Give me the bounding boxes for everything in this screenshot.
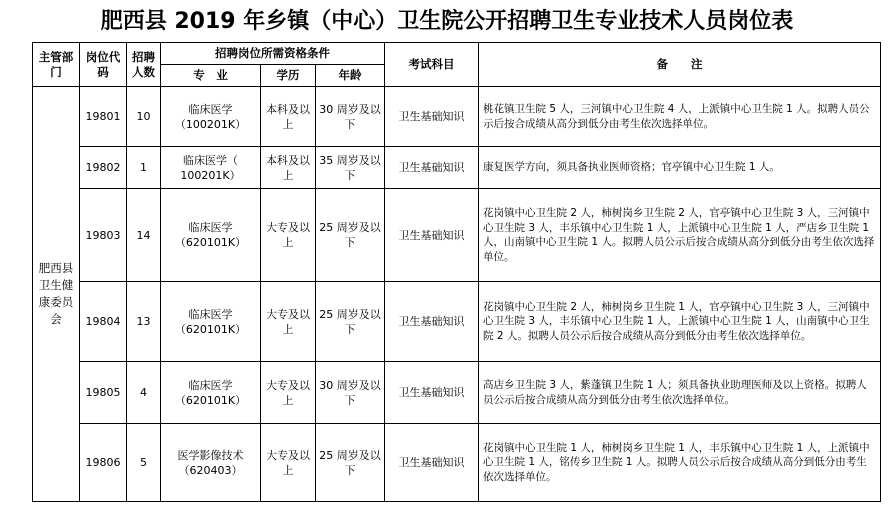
major: 临床医学（100201K）: [161, 87, 261, 147]
hire-count: 14: [127, 189, 161, 282]
position-code: 19804: [80, 282, 127, 362]
header-education: 学历: [261, 65, 316, 87]
remark: 花岗镇中心卫生院 2 人，柿树岗乡卫生院 2 人，官亭镇中心卫生院 3 人，三河镇中心卫生院 3 人，丰乐镇中心卫生院 1 人，上派镇中心卫生院 1 人，严店乡卫生院 1 人，山南镇中心卫生院 1 人。拟聘人员公示后按合成绩从高分到低分由考生依次选择单位。: [479, 189, 881, 282]
education: 大专及以上: [261, 282, 316, 362]
exam-subject: 卫生基础知识: [385, 189, 479, 282]
age: 35 周岁及以下: [316, 147, 385, 189]
exam-subject: 卫生基础知识: [385, 424, 479, 502]
table-row: [33, 362, 881, 424]
remark: 康复医学方向，须具备执业医师资格；官亭镇中心卫生院 1 人。: [479, 147, 881, 189]
education: 大专及以上: [261, 424, 316, 502]
position-code: 19801: [80, 87, 127, 147]
position-code: 19802: [80, 147, 127, 189]
hire-count: 1: [127, 147, 161, 189]
table-row: [33, 282, 881, 362]
exam-subject: 卫生基础知识: [385, 282, 479, 362]
header-dept: 主管部门: [33, 43, 80, 87]
education: 本科及以上: [261, 147, 316, 189]
header-remarks: 备 注: [479, 43, 881, 87]
education: 本科及以上: [261, 87, 316, 147]
table-row: [33, 147, 881, 189]
table-row: [33, 87, 881, 147]
remark: 桃花镇卫生院 5 人，三河镇中心卫生院 4 人，上派镇中心卫生院 1 人。拟聘人员公示后按合成绩从高分到低分由考生依次选择单位。: [479, 87, 881, 147]
hire-count: 5: [127, 424, 161, 502]
position-code: 19805: [80, 362, 127, 424]
hire-count: 10: [127, 87, 161, 147]
header-exam: 考试科目: [385, 43, 479, 87]
header-age: 年龄: [316, 65, 385, 87]
remark: 花岗镇中心卫生院 2 人，柿树岗乡卫生院 1 人，官亭镇中心卫生院 3 人，三河镇中心卫生院 3 人，丰乐镇中心卫生院 1 人，上派镇中心卫生院 1 人，山南镇中心卫生院 2 人。拟聘人员公示后按合成绩从高分到低分由考生依次选择单位。: [479, 282, 881, 362]
major: 医学影像技术（620403）: [161, 424, 261, 502]
major: 临床医学（620101K）: [161, 362, 261, 424]
remark: 花岗镇中心卫生院 1 人，柿树岗乡卫生院 1 人，丰乐镇中心卫生院 1 人，上派镇中心卫生院 1 人，铭传乡卫生院 1 人。拟聘人员公示后按合成绩从高分到低分由考生依次选择单位。: [479, 424, 881, 502]
header-code: 岗位代码: [80, 43, 127, 87]
hire-count: 4: [127, 362, 161, 424]
table-row: [33, 424, 881, 502]
position-code: 19803: [80, 189, 127, 282]
header-major: 专 业: [161, 65, 261, 87]
education: 大专及以上: [261, 362, 316, 424]
table-row: [33, 189, 881, 282]
exam-subject: 卫生基础知识: [385, 87, 479, 147]
age: 30 周岁及以下: [316, 87, 385, 147]
page-title: 肥西县 2019 年乡镇（中心）卫生院公开招聘卫生专业技术人员岗位表: [100, 9, 794, 34]
age: 25 周岁及以下: [316, 189, 385, 282]
positions-table: [32, 42, 881, 502]
exam-subject: 卫生基础知识: [385, 362, 479, 424]
age: 25 周岁及以下: [316, 424, 385, 502]
header-count: 招聘人数: [127, 43, 161, 87]
department-cell: 肥西县卫生健康委员会: [33, 87, 80, 502]
hire-count: 13: [127, 282, 161, 362]
exam-subject: 卫生基础知识: [385, 147, 479, 189]
age: 30 周岁及以下: [316, 362, 385, 424]
position-code: 19806: [80, 424, 127, 502]
remark: 高店乡卫生院 3 人，紫蓬镇卫生院 1 人；须具备执业助理医师及以上资格。拟聘人员公示后按合成绩从高分到低分由考生依次选择单位。: [479, 362, 881, 424]
major: 临床医学（620101K）: [161, 282, 261, 362]
age: 25 周岁及以下: [316, 282, 385, 362]
header-qualifications: 招聘岗位所需资格条件: [161, 43, 385, 65]
major: 临床医学（ 100201K）: [161, 147, 261, 189]
education: 大专及以上: [261, 189, 316, 282]
major: 临床医学（620101K）: [161, 189, 261, 282]
